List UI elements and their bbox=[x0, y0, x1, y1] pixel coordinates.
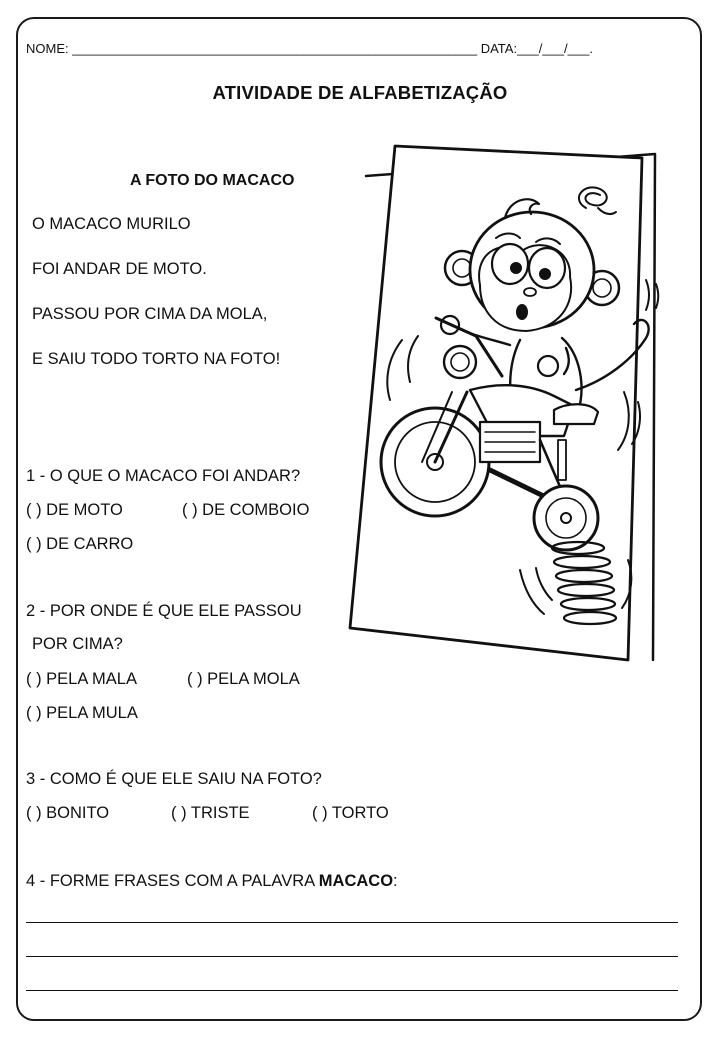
question-3-prompt: 3 - COMO É QUE ELE SAIU NA FOTO? bbox=[26, 770, 322, 788]
question-3-option-bonito[interactable]: ( ) BONITO bbox=[26, 804, 110, 822]
poem-line: FOI ANDAR DE MOTO. bbox=[32, 260, 207, 278]
monkey-on-motorcycle-icon bbox=[340, 140, 680, 670]
question-2-option-mola[interactable]: ( ) PELA MOLA bbox=[187, 670, 300, 688]
question-1-option-comboio[interactable]: ( ) DE COMBOIO bbox=[182, 501, 310, 519]
question-4-keyword: MACACO bbox=[318, 872, 394, 890]
question-2-prompt-cont: POR CIMA? bbox=[32, 635, 123, 653]
answer-line[interactable] bbox=[26, 990, 678, 991]
question-4-colon: : bbox=[393, 872, 398, 890]
poem-line: E SAIU TODO TORTO NA FOTO! bbox=[32, 350, 281, 368]
poem-title: A FOTO DO MACACO bbox=[130, 172, 295, 189]
question-1-option-moto[interactable]: ( ) DE MOTO bbox=[26, 501, 123, 519]
question-1-prompt: 1 - O QUE O MACACO FOI ANDAR? bbox=[26, 467, 301, 485]
question-3-option-torto[interactable]: ( ) TORTO bbox=[312, 804, 389, 822]
poem-line: O MACACO MURILO bbox=[32, 215, 191, 233]
poem-line: PASSOU POR CIMA DA MOLA, bbox=[32, 305, 268, 323]
question-4-prompt-text: 4 - FORME FRASES COM A PALAVRA bbox=[26, 872, 319, 890]
answer-line[interactable] bbox=[26, 922, 678, 923]
answer-line[interactable] bbox=[26, 956, 678, 957]
question-1-option-carro[interactable]: ( ) DE CARRO bbox=[26, 535, 134, 553]
page-title: ATIVIDADE DE ALFABETIZAÇÃO bbox=[212, 82, 508, 103]
name-date-line: NOME: ________________________________________________________ DATA:___/___/___. bbox=[26, 41, 593, 56]
question-3-option-triste[interactable]: ( ) TRISTE bbox=[171, 804, 250, 822]
question-2-option-mala[interactable]: ( ) PELA MALA bbox=[26, 670, 137, 688]
question-4-prompt bbox=[26, 872, 398, 891]
question-2-option-mula[interactable]: ( ) PELA MULA bbox=[26, 704, 138, 722]
question-2-prompt: 2 - POR ONDE É QUE ELE PASSOU bbox=[26, 602, 302, 620]
